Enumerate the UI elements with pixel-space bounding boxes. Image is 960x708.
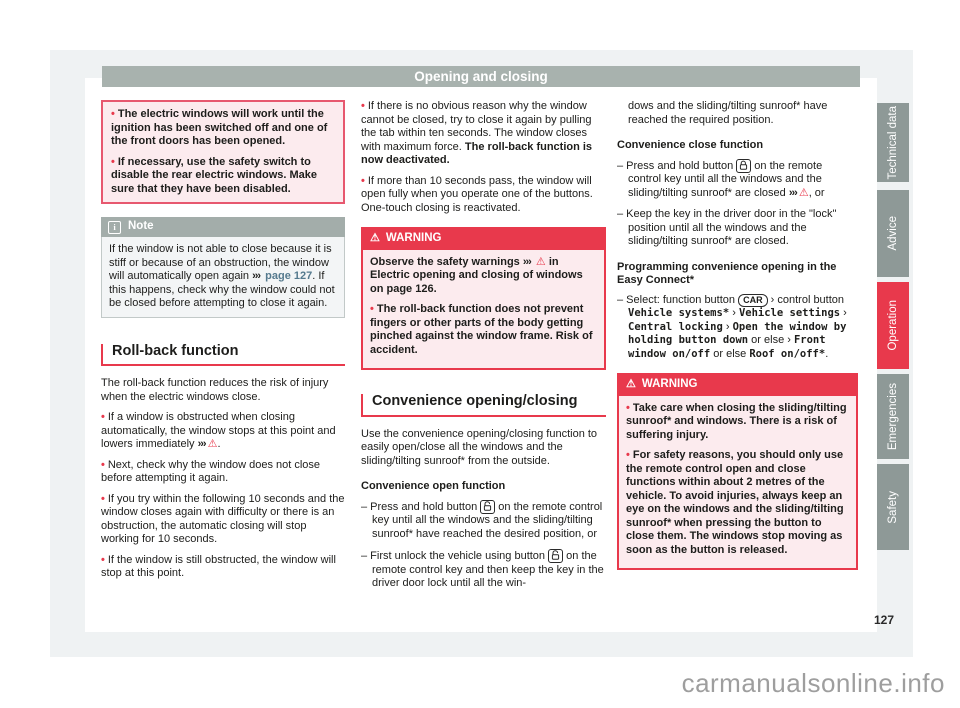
sidebar-tab-safety[interactable]: Safety xyxy=(877,464,909,550)
bullet-item: • If you try within the following 10 seconds and the window closes again with difficulty or there is an obstruction, the automatic closing will stop working for 10 seconds. xyxy=(101,492,345,545)
warning-triangle-icon: ⚠ xyxy=(535,255,546,268)
cross-ref-arrows-icon: ››› xyxy=(252,270,261,282)
note-title: Note xyxy=(128,220,154,233)
bullet-icon: • xyxy=(101,553,105,566)
cross-ref-arrows-icon: ››› xyxy=(197,438,206,450)
info-icon: i xyxy=(108,221,121,234)
bullet-icon: • xyxy=(111,108,115,120)
bullet-icon: • xyxy=(101,492,105,505)
watermark: carmanualsonline.info xyxy=(681,668,945,698)
dash-item: – Keep the key in the driver door in the "lock" position until all the windows and the sliding/tilting sunroof* are closed. xyxy=(617,208,837,247)
column-left xyxy=(101,100,345,588)
dash-item: – Press and hold button on the remote control key until all the windows and the sliding/tilting sunroof* are closed ››› ⚠, or xyxy=(617,159,825,199)
warning-body xyxy=(619,396,856,569)
bullet-item: • Next, check why the window does not close before attempting it again. xyxy=(101,458,321,484)
bullet-icon: • xyxy=(101,411,105,423)
warning-box xyxy=(617,373,858,570)
alert-item: • The electric windows will work until the ignition has been switched off and one of the front doors has been opened. xyxy=(111,108,328,147)
column-right xyxy=(617,100,858,594)
sidebar-tab-advice[interactable]: Advice xyxy=(877,190,909,277)
page-reference-link[interactable]: page 127 xyxy=(265,270,313,282)
bullet-icon: • xyxy=(626,449,630,461)
sidebar-tab-emergencies[interactable]: Emergencies xyxy=(877,374,909,459)
warning-box xyxy=(361,227,606,370)
warning-body xyxy=(363,250,604,369)
page-number: 127 xyxy=(874,613,895,627)
unlock-button-icon xyxy=(548,549,563,563)
continuation-paragraph: dows and the sliding/tilting sunroof* have reached the required position. xyxy=(628,100,828,126)
alert-item: • If necessary, use the safety switch to disable the rear electric windows. Make sure that they have been disabled. xyxy=(111,155,318,195)
bullet-icon: • xyxy=(361,100,365,112)
section-title-rollback: Roll-back function xyxy=(101,344,345,367)
warning-triangle-icon: ⚠ xyxy=(207,438,218,450)
bullet-item: • If a window is obstructed when closing automatically, the window stops at this point and lowers immediately ››› ⚠. xyxy=(101,411,336,450)
warning-header xyxy=(619,375,856,396)
bullet-icon: • xyxy=(626,401,630,414)
warning-bullet: • Take care when closing the sliding/tilting sunroof* and windows. There is a risk of suffering injury. xyxy=(626,401,847,441)
warning-header xyxy=(363,229,604,250)
paragraph: The roll-back function reduces the risk of injury when the electric windows close. xyxy=(101,377,329,403)
subheading-easy-connect: Programming convenience opening in the Easy Connect* xyxy=(617,260,837,286)
chapter-header: Opening and closing xyxy=(102,66,860,87)
warning-title: WARNING xyxy=(641,378,698,390)
section-title-convenience: Convenience opening/closing xyxy=(361,394,606,417)
subheading-close-function: Convenience close function xyxy=(617,139,764,151)
warning-bullet: • For safety reasons, you should only use the remote control open and close functions within about 2 metres of the vehicle. To avoid injuries, always keep an eye on the windows and the sliding/tilting sunroof* when pressing the button to close them. The windows stop moving as soon as the button is released. xyxy=(626,449,844,556)
cross-ref-arrows-icon: ››› xyxy=(788,186,797,199)
note-body: If the window is not able to close because it is stiff or because of an obstruction, the window will automatically open again ››› page 127. If this happens, check why the window could not be closed before attempting to close it again. xyxy=(101,237,345,318)
note-header xyxy=(101,217,345,237)
bullet-icon: • xyxy=(361,174,365,187)
cross-ref-arrows-icon: ››› xyxy=(522,255,531,268)
warning-paragraph: Observe the safety warnings ››› ⚠ in Electric opening and closing of windows on page 126. xyxy=(370,255,583,295)
note-box xyxy=(101,217,345,318)
bullet-icon: • xyxy=(111,155,115,168)
sidebar-tab-technical-data[interactable]: Technical data xyxy=(877,103,909,182)
lock-button-icon xyxy=(736,159,751,173)
bullet-icon: • xyxy=(370,303,374,315)
warning-bullet: • The roll-back function does not prevent fingers or other parts of the body getting pinched against the window frame. Risk of accident. xyxy=(370,303,593,356)
menu-path-item: – Select: function button CAR › control button Vehicle systems* › Vehicle settings › Central locking › Open the window by holding button down or else › Front window on/off or else Roof on/off*. xyxy=(617,293,847,360)
sidebar-tab-operation[interactable]: Operation xyxy=(877,282,909,369)
dash-item: – Press and hold button on the remote control key until all the windows and the sliding/tilting sunroof* have reached the desired position, or xyxy=(361,500,603,540)
column-middle xyxy=(361,100,606,599)
warning-title: WARNING xyxy=(385,232,442,244)
warning-triangle-icon: ⚠ xyxy=(626,378,636,390)
electric-windows-alert-box xyxy=(101,100,345,204)
warning-triangle-icon: ⚠ xyxy=(370,232,380,244)
bullet-item: • If the window is still obstructed, the window will stop at this point. xyxy=(101,553,336,579)
unlock-button-icon xyxy=(480,500,495,514)
dash-item: – First unlock the vehicle using button on the remote control key and then keep the key in the driver door lock until all the win- xyxy=(361,550,604,589)
car-function-button-icon: CAR xyxy=(738,294,768,307)
paragraph: Use the convenience opening/closing function to easily open/close all the windows and the sliding/tilting sunroof* from the outside. xyxy=(361,427,598,467)
subheading-open-function: Convenience open function xyxy=(361,480,506,492)
bullet-item: • If more than 10 seconds pass, the window will open fully when you operate one of the buttons. One-touch closing is reactivated. xyxy=(361,174,593,214)
bullet-icon: • xyxy=(101,458,105,471)
warning-triangle-icon: ⚠ xyxy=(798,186,809,199)
bullet-item: • If there is no obvious reason why the window cannot be closed, try to close it again by pulling the tab within ten seconds. The window closes with maximum force. The roll-back function is now deactivated. xyxy=(361,100,593,166)
